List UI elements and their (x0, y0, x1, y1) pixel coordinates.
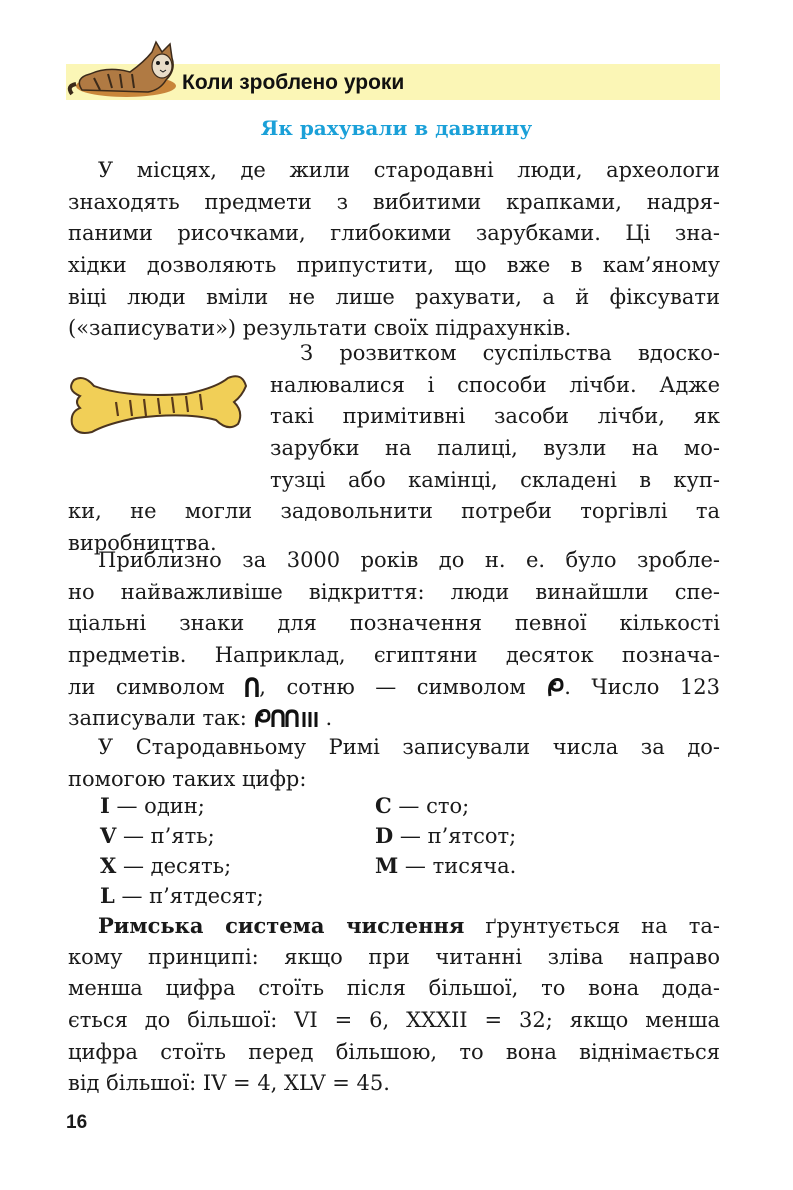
paragraph-3 (68, 545, 720, 735)
text-line: («записувати») результати своїх підрахунків. (68, 316, 572, 341)
text-line: ки, не могли задовольнити потреби торгівлі та (68, 499, 720, 524)
text-line: ється до більшої: VI = 6, XXXII = 32; якщо менша (68, 1008, 720, 1033)
text-line: Приблизно за 3000 років до н. е. було зробле- (98, 548, 720, 572)
egyptian-123-icon (253, 706, 325, 728)
egyptian-hundred-icon (546, 675, 564, 697)
text-line: цифра стоїть перед більшою, то вона віднімається (68, 1039, 720, 1064)
numeral-item: L — п’ятдесят; (100, 883, 264, 908)
text-line: У Стародавньому Римі записували числа за до- (98, 735, 720, 759)
cat-icon (64, 38, 182, 100)
text-line: предметів. Наприклад, єгиптяни десяток познача- (68, 643, 720, 668)
text-line: віці люди вміли не лише рахувати, а й фіксувати (68, 284, 720, 309)
text-line: З розвитком суспільства вдоско- (300, 341, 720, 365)
numeral-item: D — п’ятсот; (375, 823, 517, 848)
numeral-item: M — тисяча. (375, 853, 517, 878)
paragraph-4 (68, 732, 720, 795)
page-number: 16 (66, 1112, 88, 1133)
text-line: паними рисочками, глибокими зарубками. Ці зна- (68, 221, 720, 246)
header-title: Коли зроблено уроки (182, 71, 405, 94)
numeral-item: I — один; (100, 793, 205, 818)
numeral-item: X — десять; (100, 853, 232, 878)
text-fragment: записували так: (68, 706, 247, 731)
text-line: ціальні знаки для позначення певної кількості (68, 611, 720, 636)
text-line: хідки дозволяють припустити, що вже в кам’яному (68, 253, 720, 278)
text-line-symbols (68, 703, 720, 735)
text-fragment: . Число 123 (564, 674, 720, 699)
text-line: зарубки на палиці, вузли на мо- (270, 436, 720, 461)
term-bold: Римська система числення (98, 913, 465, 938)
text-line: виробництва. (68, 531, 217, 556)
text-fragment: , сотню — символом (259, 674, 526, 699)
text-line: но найважливіше відкриття: люди винайшли спе- (68, 579, 720, 604)
numeral-item: V — п’ять; (100, 823, 215, 848)
egyptian-ten-icon (245, 677, 259, 697)
text-line: знаходять предмети з вибитими крапками, надря- (68, 189, 720, 214)
text-fragment: . (325, 706, 333, 731)
numeral-item: C — сто; (375, 793, 470, 818)
section-title: Як рахували в давнину (260, 116, 533, 140)
text-line: Римська система числення ґрунтується на та- (98, 913, 720, 938)
text-line-symbols (68, 672, 720, 704)
text-line: менша цифра стоїть після більшої, то вона дода- (68, 976, 720, 1001)
paragraph-2 (68, 338, 720, 560)
paragraph-1 (68, 155, 720, 345)
text-line: такі примітивні засоби лічби, як (270, 404, 720, 429)
paragraph-5 (68, 910, 720, 1100)
text-line: від більшої: IV = 4, XLV = 45. (68, 1071, 390, 1096)
text-line: помогою таких цифр: (68, 766, 307, 791)
text-line: кому принципі: якщо при читанні зліва направо (68, 944, 720, 969)
text-line: У місцях, де жили стародавні люди, археологи (98, 158, 720, 182)
text-line: налювалися і способи лічби. Адже (270, 372, 720, 397)
text-fragment: ли символом (68, 674, 225, 699)
text-line: тузці або камінці, складені в куп- (270, 467, 720, 492)
